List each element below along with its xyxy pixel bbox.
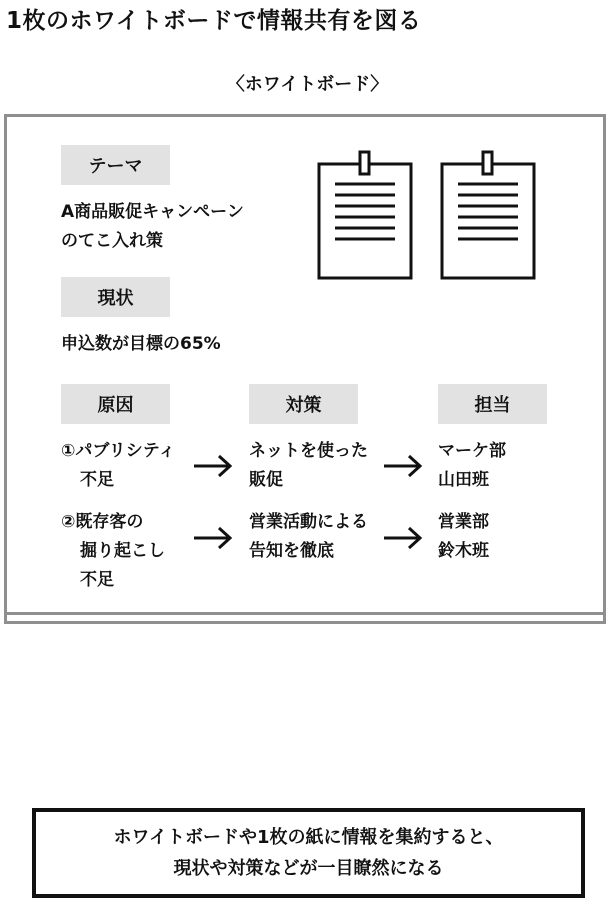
clipped-document-icon	[317, 150, 413, 280]
row-1-cause-line-2: 不足	[80, 470, 114, 490]
row-2-owner-line-2: 鈴木班	[438, 541, 489, 561]
right-arrow-icon	[193, 454, 233, 478]
row-1-owner-line-2: 山田班	[438, 470, 489, 490]
status-text: 申込数が目標の65%	[61, 334, 221, 354]
measure-header: 対策	[249, 384, 358, 424]
row-2-owner-line-1: 営業部	[438, 512, 489, 532]
right-arrow-icon	[383, 526, 423, 550]
summary-line-2: 現状や対策などが一目瞭然になる	[173, 858, 444, 879]
theme-text-line-1: A商品販促キャンペーン	[61, 202, 244, 222]
summary-line-1: ホワイトボードや1枚の紙に情報を集約すると、	[113, 827, 504, 848]
owner-header: 担当	[438, 384, 547, 424]
summary-box	[32, 808, 585, 898]
cause-header: 原因	[61, 384, 170, 424]
row-1-measure-line-1: ネットを使った	[249, 441, 368, 461]
row-2-measure-line-2: 告知を徹底	[249, 541, 334, 561]
row-1-cause-line-1: ①パブリシティ	[61, 441, 176, 461]
row-1-owner-line-1: マーケ部	[438, 441, 506, 461]
theme-tag: テーマ	[61, 145, 170, 185]
status-tag: 現状	[61, 277, 170, 317]
clipped-document-icon	[440, 150, 536, 280]
whiteboard-tray	[7, 612, 603, 615]
right-arrow-icon	[193, 526, 233, 550]
row-2-cause-line-2: 掘り起こし	[80, 541, 165, 561]
row-2-measure-line-1: 営業活動による	[249, 512, 368, 532]
row-2-cause-line-3: 不足	[80, 570, 114, 590]
whiteboard-label: 〈ホワイトボード〉	[226, 74, 389, 95]
page-title: 1枚のホワイトボードで情報共有を図る	[6, 8, 422, 34]
row-2-cause-line-1: ②既存客の	[61, 512, 144, 532]
row-1-measure-line-2: 販促	[249, 470, 283, 490]
theme-text-line-2: のてこ入れ策	[61, 231, 163, 251]
right-arrow-icon	[383, 454, 423, 478]
